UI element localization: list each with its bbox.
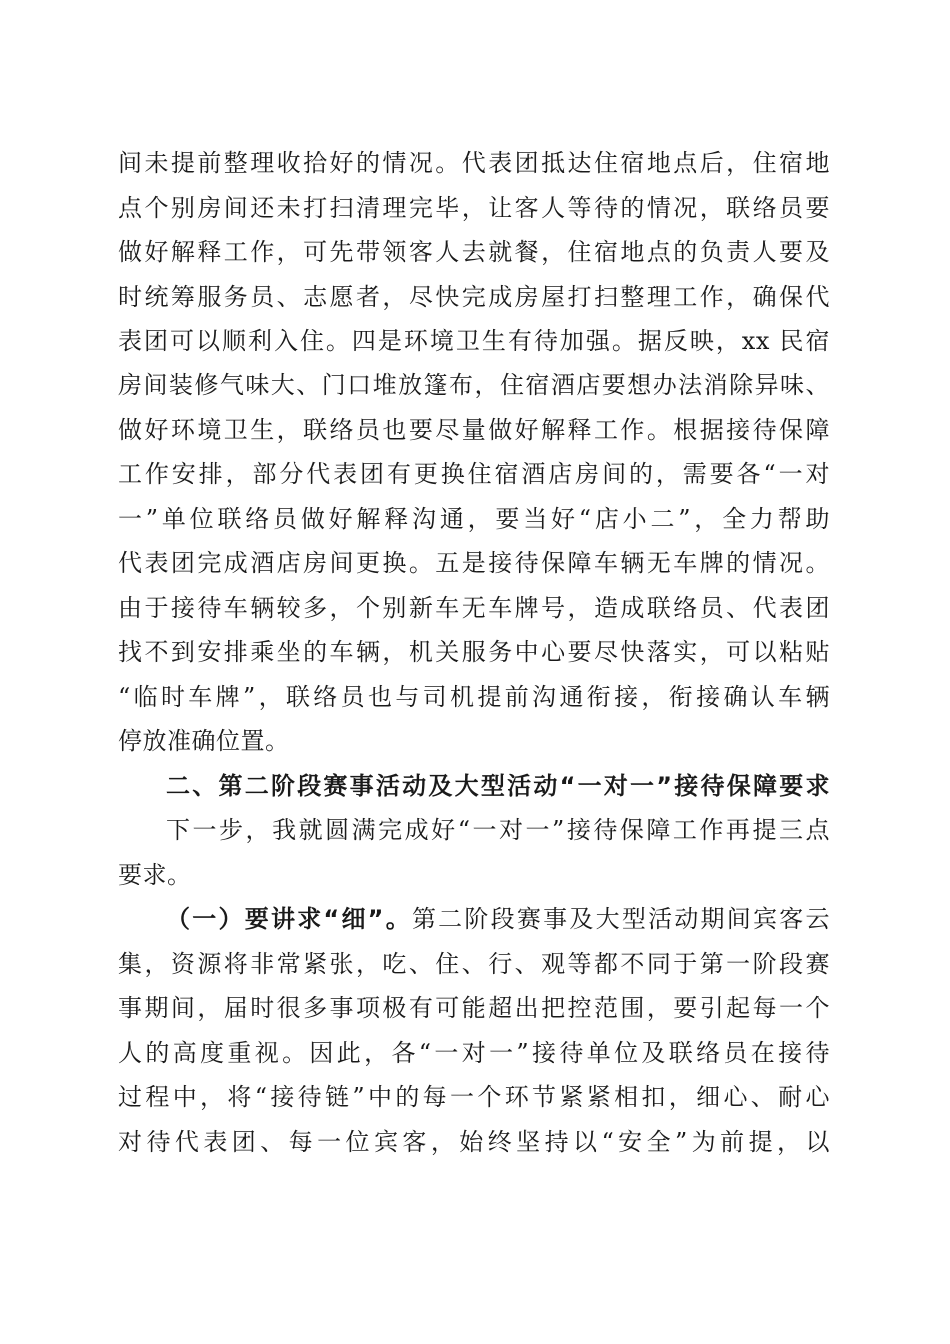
paragraph-line: 代表团完成酒店房间更换。五是接待保障车辆无车牌的情况。 xyxy=(118,549,830,577)
paragraph-text: 第二阶段赛事及大型活动期间宾客云 xyxy=(411,905,831,933)
paragraph-line: 时统筹服务员、志愿者，尽快完成房屋打扫整理工作，确保代 xyxy=(118,283,830,311)
paragraph-line: 过程中，将“接待链”中的每一个环节紧紧相扣，细心、耐心 xyxy=(118,1083,830,1111)
paragraph-line: 找不到安排乘坐的车辆，机关服务中心要尽快落实，可以粘贴 xyxy=(118,638,830,666)
paragraph-line: 工作安排，部分代表团有更换住宿酒店房间的，需要各“一对 xyxy=(118,460,830,488)
paragraph-line: 点个别房间还未打扫清理完毕，让客人等待的情况，联络员要 xyxy=(118,194,830,222)
paragraph-line: 停放准确位置。 xyxy=(118,727,290,755)
subsection-heading: （一）要讲求“细”。 xyxy=(166,905,412,933)
paragraph-line: 下一步，我就圆满完成好“一对一”接待保障工作再提三点 xyxy=(166,816,830,844)
paragraph-line: 对待代表团、每一位宾客，始终坚持以“安全”为前提，以 xyxy=(118,1128,830,1156)
paragraph-line: 房间装修气味大、门口堆放篷布，住宿酒店要想办法消除异味、 xyxy=(118,371,830,399)
paragraph-line: 人的高度重视。因此，各“一对一”接待单位及联络员在接待 xyxy=(118,1039,830,1067)
paragraph-line: 一”单位联络员做好解释沟通，要当好“店小二”，全力帮助 xyxy=(118,505,830,533)
paragraph-line: 事期间，届时很多事项极有可能超出把控范围，要引起每一个 xyxy=(118,994,830,1022)
paragraph-line: 表团可以顺利入住。四是环境卫生有待加强。据反映，xx 民宿 xyxy=(118,327,830,355)
paragraph-line: 做好解释工作，可先带领客人去就餐，住宿地点的负责人要及 xyxy=(118,238,830,266)
paragraph-line: 集，资源将非常紧张，吃、住、行、观等都不同于第一阶段赛 xyxy=(118,950,830,978)
paragraph-line: 要求。 xyxy=(118,861,192,889)
paragraph-line: “临时车牌”，联络员也与司机提前沟通衔接，衔接确认车辆 xyxy=(118,683,830,711)
paragraph-line xyxy=(166,903,830,935)
paragraph-line: 间未提前整理收拾好的情况。代表团抵达住宿地点后，住宿地 xyxy=(118,149,830,177)
paragraph-line: 由于接待车辆较多，个别新车无车牌号，造成联络员、代表团 xyxy=(118,594,830,622)
section-heading: 二、第二阶段赛事活动及大型活动“一对一”接待保障要求 xyxy=(166,772,830,800)
paragraph-line: 做好环境卫生，联络员也要尽量做好解释工作。根据接待保障 xyxy=(118,416,830,444)
